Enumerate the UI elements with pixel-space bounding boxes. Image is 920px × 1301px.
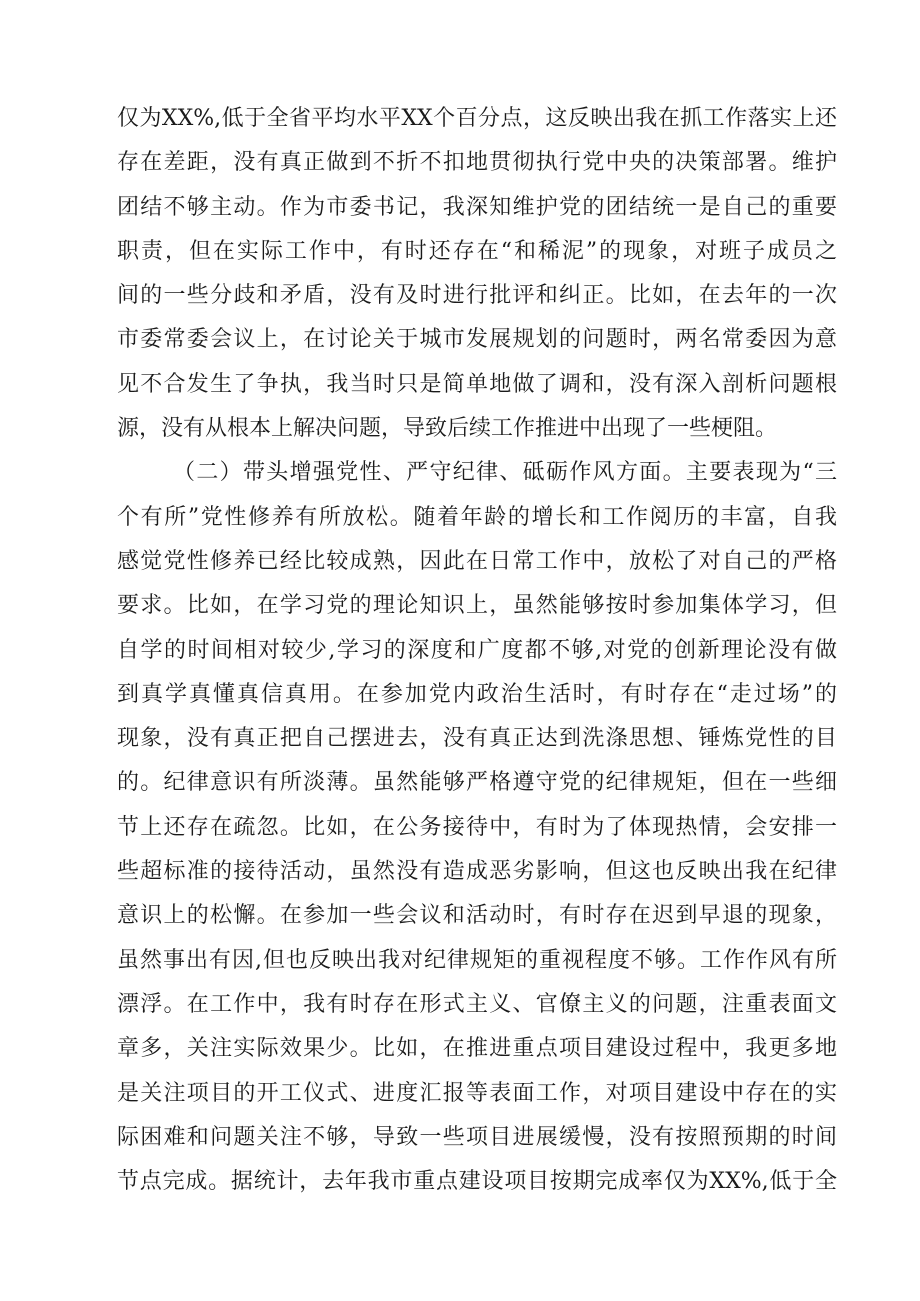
text-line: 到真学真懂真信真用。在参加党内政治生活时，有时存在“走过场”的 [117,681,837,707]
text-line: 的。纪律意识有所淡薄。虽然能够严格遵守党的纪律规矩，但在一些细 [117,770,837,796]
text-line: 漂浮。在工作中，我有时存在形式主义、官僚主义的问题，注重表面文 [117,991,837,1017]
text-line: 际困难和问题关注不够，导致一些项目进展缓慢，没有按照预期的时间 [117,1124,837,1150]
text-line: 见不合发生了争执，我当时只是简单地做了调和，没有深入剖析问题根 [117,371,837,397]
text-line: 要求。比如，在学习党的理论知识上，虽然能够按时参加集体学习，但 [117,593,837,619]
text-line: 是关注项目的开工仪式、进度汇报等表面工作，对项目建设中存在的实 [117,1080,837,1106]
text-line: 存在差距，没有真正做到不折不扣地贯彻执行党中央的决策部署。维护 [117,150,837,176]
text-line: 市委常委会议上，在讨论关于城市发展规划的问题时，两名常委因为意 [117,327,837,353]
text-line: 自学的时间相对较少,学习的深度和广度都不够,对党的创新理论没有做 [117,637,837,663]
text-line: 间的一些分歧和矛盾，没有及时进行批评和纠正。比如，在去年的一次 [117,283,837,309]
text-line: 些超标准的接待活动，虽然没有造成恶劣影响，但这也反映出我在纪律 [117,859,837,885]
text-line: 节点完成。据统计，去年我市重点建设项目按期完成率仅为XX%,低于全 [117,1169,837,1195]
text-line: 团结不够主动。作为市委书记，我深知维护党的团结统一是自己的重要 [117,194,837,220]
text-line: 现象，没有真正把自己摆进去，没有真正达到洗涤思想、锤炼党性的目 [117,726,837,752]
text-line: 源，没有从根本上解决问题，导致后续工作推进中出现了一些梗阻。 [117,416,778,442]
text-line: 节上还存在疏忽。比如，在公务接待中，有时为了体现热情，会安排一 [117,814,837,840]
section-heading-line: （二）带头增强党性、严守纪律、砥砺作风方面。主要表现为“三 [173,460,837,486]
text-line: 感觉党性修养已经比较成熟，因此在日常工作中，放松了对自己的严格 [117,548,837,574]
text-line: 仅为XX%,低于全省平均水平XX个百分点，这反映出我在抓工作落实上还 [117,106,837,131]
text-line: 职责，但在实际工作中，有时还存在“和稀泥”的现象，对班子成员之 [117,238,837,264]
text-line: 章多，关注实际效果少。比如，在推进重点项目建设过程中，我更多地 [117,1036,837,1062]
document-body [117,97,837,1204]
text-line: 虽然事出有因,但也反映出我对纪律规矩的重视程度不够。工作作风有所 [117,947,837,973]
text-line: 个有所”党性修养有所放松。随着年龄的增长和工作阅历的丰富，自我 [117,504,837,530]
text-line: 意识上的松懈。在参加一些会议和活动时，有时存在迟到早退的现象， [117,903,837,929]
